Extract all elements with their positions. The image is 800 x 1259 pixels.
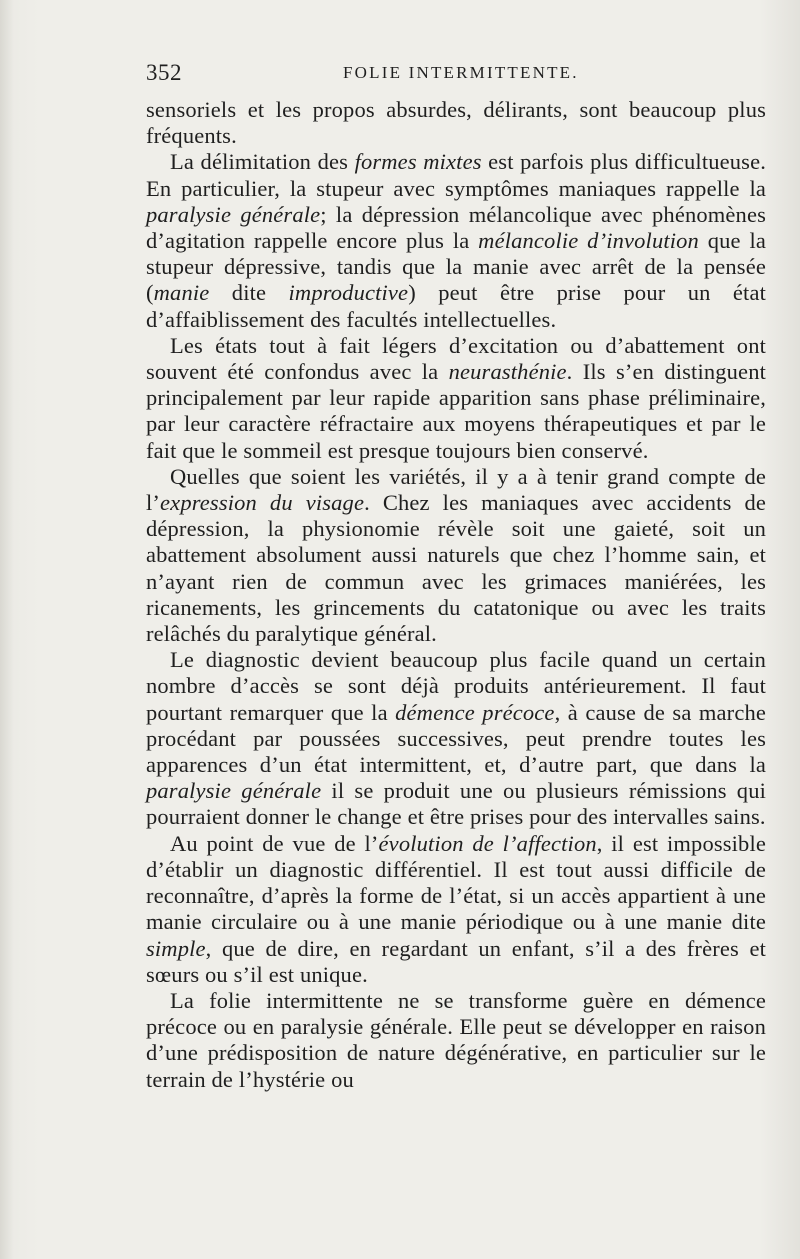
text-run: ; la dépression mélancolique avec phénomènes d’agitation rappelle encore plus la	[146, 201, 766, 254]
text-run: , que de dire, en regardant un enfant, s’il a des frères et sœurs ou s’il est unique.	[146, 935, 766, 987]
text-run: Au point de vue de l’	[170, 830, 379, 856]
italic-run: expression du visage	[160, 490, 365, 516]
text-run: sensoriels et les propos absurdes, délirants, sont beaucoup plus fréquents.	[146, 97, 766, 149]
italic-run: simple	[146, 935, 206, 961]
italic-run: mélancolie d’involution	[478, 228, 699, 254]
text-run: ) peut être prise pour un état d’affaiblissement des facultés intellectuelles.	[146, 280, 766, 332]
text-run: Les états tout à fait légers d’excitation ou d’abattement ont souvent été confondus avec la	[146, 332, 766, 385]
page-number: 352	[146, 60, 182, 85]
running-title: FOLIE INTERMITTENTE.	[343, 63, 579, 82]
italic-run: neurasthénie	[448, 359, 567, 385]
text-run: il se produit une ou plusieurs rémissions qui pourraient donner le change et être prises pour des intervalles sains.	[146, 778, 767, 830]
text-run: Le diagnostic devient beaucoup plus facile quand un certain nombre d’accès se sont déjà produits antérieurement. Il faut pourtant remarquer que la	[146, 647, 766, 725]
text-run: Quelles que soient les variétés, il y a à tenir grand compte de l’	[146, 463, 766, 516]
italic-run: improductive	[288, 280, 409, 306]
text-run: La folie intermittente ne se transforme guère en démence précoce ou en paralysie générale. Elle peut se développer en raison d’une prédisposition de nature dégénérative, en particulier sur le terrain de l’hystérie ou	[146, 987, 766, 1092]
page-header	[146, 60, 766, 90]
italic-run: manie	[153, 280, 210, 306]
italic-run: formes mixtes	[354, 149, 482, 175]
text-run: . Chez les maniaques avec accidents de dépression, la physionomie révèle soit une gaieté, soit un abattement absolument aussi naturels que chez l’homme sain, et n’ayant rien de commun avec les grimaces maniérées, les ricanements, les grincements du catatonique ou avec les traits relâchés du paralytique général.	[146, 490, 767, 647]
italic-run: paralysie générale	[146, 778, 322, 804]
text-run: est parfois plus difficultueuse. En particulier, la stupeur avec symptômes maniaques rappelle la	[146, 149, 766, 201]
paragraph	[146, 988, 766, 1093]
paragraph	[146, 464, 766, 647]
italic-run: paralysie générale	[146, 201, 321, 227]
text-run: , il est impossible d’établir un diagnostic différentiel. Il est tout aussi difficile de reconnaître, d’après la forme de l’état, si un accès appartient à une manie circulaire ou à une manie périodique ou à une manie dite	[146, 830, 766, 935]
italic-run: évolution de l’affection	[378, 830, 597, 856]
paragraph	[146, 97, 766, 149]
text-run: que la stupeur dépressive, tandis que la manie avec arrêt de la pensée (	[146, 228, 766, 306]
text-run: , à cause de sa marche procédant par poussées successives, peut prendre toutes les apparences d’un état intermittent, et, d’autre part, que dans la	[146, 699, 766, 778]
paragraph	[146, 149, 766, 332]
text-run: . Ils s’en distinguent principalement par leur rapide apparition sans phase préliminaire, par leur caractère réfractaire aux moyens thérapeutiques et par le fait que le sommeil est presque toujours bien conservé.	[146, 359, 766, 463]
paragraph	[146, 647, 766, 830]
text-run: dite	[209, 280, 289, 306]
text-run: La délimitation des	[170, 149, 355, 175]
paragraph	[146, 831, 766, 988]
paragraph	[146, 333, 766, 464]
body-text	[146, 97, 766, 1093]
italic-run: démence précoce	[395, 699, 555, 725]
